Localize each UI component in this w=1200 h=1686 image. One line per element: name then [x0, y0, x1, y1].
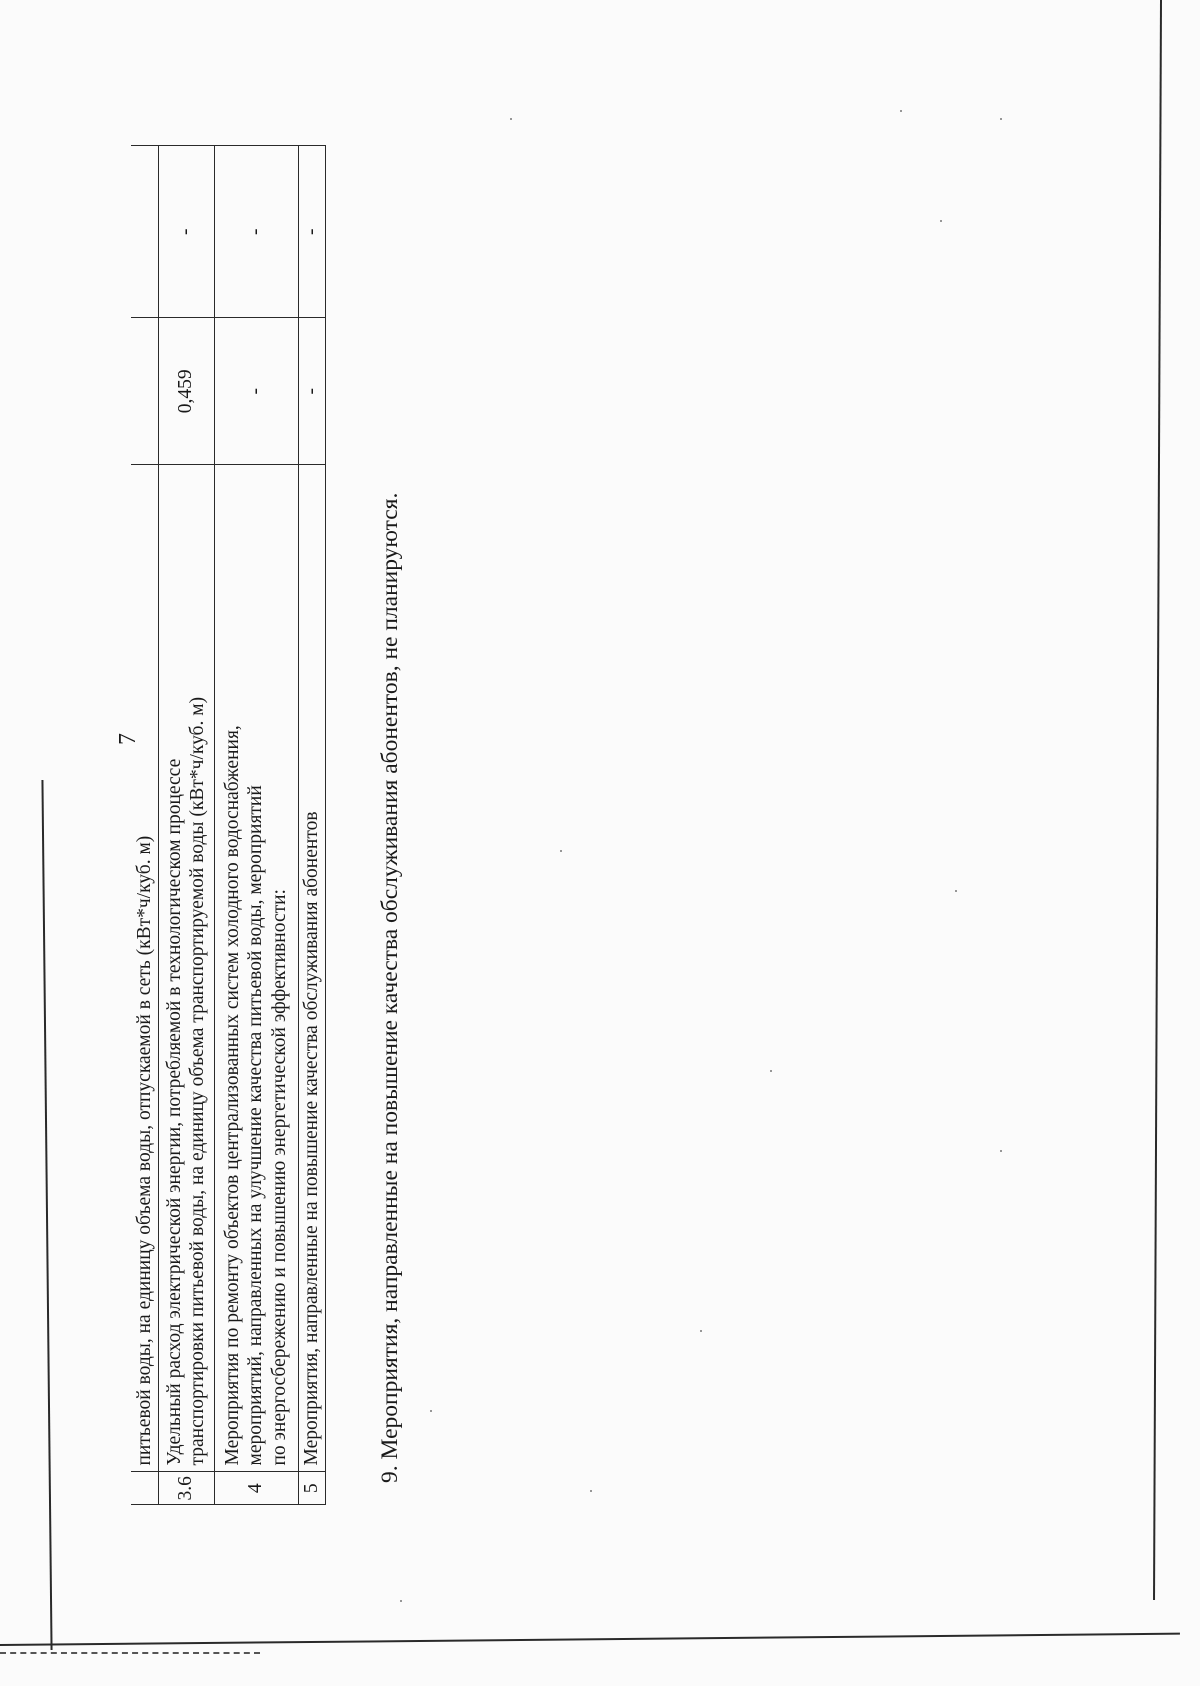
row-description-line: Мероприятия, направленные на повышение качества обслуживания абонентов — [300, 811, 322, 1466]
row-description-line: питьевой воды, на единицу объема воды, отпускаемой в сеть (кВт*ч/куб. м) — [133, 835, 155, 1466]
row-description-line: мероприятий, направленных на улучшение качества питьевой воды, мероприятий — [245, 785, 267, 1466]
table-row — [214, 146, 298, 1505]
section-9-text: 9. Мероприятия, направленные на повышение качества обслуживания абонентов, не планируются. — [377, 492, 403, 1483]
row-value-2: - — [158, 146, 214, 318]
row-description — [158, 465, 214, 1472]
row-description — [214, 465, 298, 1472]
row-description-line: Мероприятия по ремонту объектов централизованных систем холодного водоснабжения, — [221, 725, 243, 1466]
row-value-1: - — [214, 318, 298, 465]
row-value-2 — [131, 146, 158, 318]
row-value-1: - — [298, 318, 325, 465]
table-row — [298, 146, 325, 1505]
row-description-line: по энергосбережению и повышению энергетической эффективности: — [268, 889, 290, 1466]
scan-edge-bottom — [0, 1633, 1180, 1646]
row-description-line: Удельный расход электрической энергии, потребляемой в технологическом процессе — [163, 758, 185, 1466]
row-description — [298, 465, 325, 1472]
row-value-2: - — [298, 146, 325, 318]
scan-edge-left — [41, 780, 52, 1650]
row-number — [131, 1472, 158, 1505]
scan-edge-bottom-dashed — [0, 1652, 260, 1654]
row-description — [131, 465, 158, 1472]
row-number: 3.6 — [158, 1472, 214, 1505]
row-value-1: 0,459 — [158, 318, 214, 465]
row-number: 5 — [298, 1472, 325, 1505]
table-row — [158, 146, 214, 1505]
table-row — [131, 146, 158, 1505]
row-value-2: - — [214, 146, 298, 318]
measures-table — [131, 145, 326, 1505]
page-number: 7 — [115, 733, 141, 745]
row-description-line: транспортировки питьевой воды, на единицу объема транспортируемой воды (кВт*ч/куб. м) — [187, 696, 208, 1466]
rotated-page-content — [115, 145, 975, 1505]
row-number: 4 — [214, 1472, 298, 1505]
row-value-1 — [131, 318, 158, 465]
scan-edge-right — [1153, 0, 1162, 1600]
